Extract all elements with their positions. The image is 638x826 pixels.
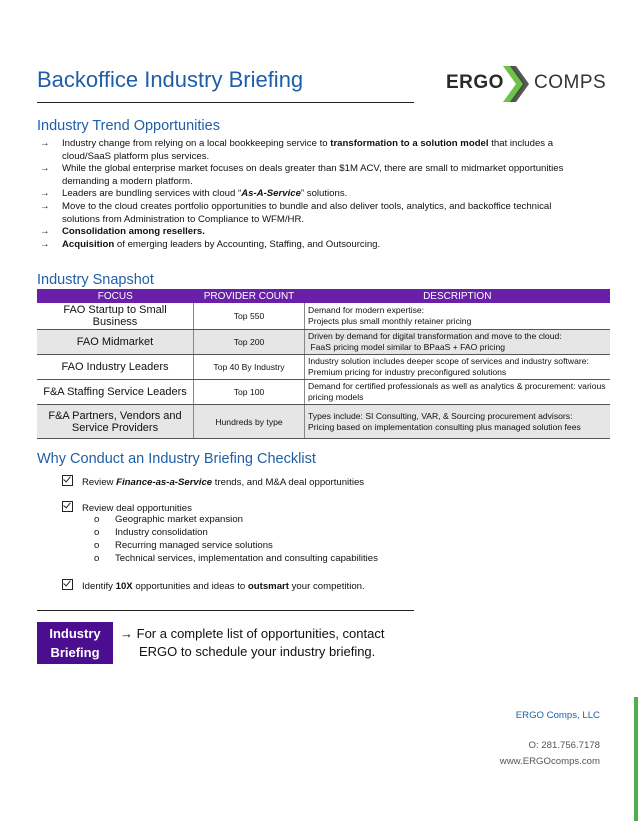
contact-call-to-action: → For a complete list of opportunities, contact ERGO to schedule your industry briefing.: [120, 626, 385, 659]
list-item: o Recurring managed service solutions: [94, 540, 273, 551]
table-header-row: [37, 289, 610, 303]
list-item: o Geographic market expansion: [94, 514, 243, 525]
arrow-icon: →: [40, 226, 50, 238]
arrow-icon: →: [40, 238, 50, 250]
trend-list: [40, 138, 580, 251]
snapshot-table: [37, 289, 610, 439]
footer-company: ERGO Comps, LLC: [515, 710, 600, 721]
checkbox-checked-icon: [62, 501, 73, 512]
list-item: → Move to the cloud creates portfolio opportunities to bundle and also deliver tools, analytics, and backoffice technical solutions from Administration to Compliance to WFM/HR.: [40, 200, 552, 225]
list-item: o Technical services, implementation and consulting capabilities: [94, 553, 378, 564]
checklist-item: Identify 10X opportunities and ideas to outsmart your competition.: [62, 579, 582, 592]
checkbox-checked-icon: [62, 579, 73, 590]
list-item: → Acquisition of emerging leaders by Accounting, Staffing, and Outsourcing.: [40, 238, 381, 250]
list-item: → Leaders are bundling services with cloud “As-A-Service” solutions.: [40, 188, 348, 200]
arrow-icon: →: [40, 138, 50, 149]
accent-bar: [634, 697, 638, 821]
chevron-logo-icon: [501, 64, 531, 104]
title-divider: [37, 102, 414, 103]
footer-website-link[interactable]: www.ERGOcomps.com: [499, 756, 600, 767]
arrow-icon: →: [120, 626, 133, 641]
table-row: F&A Partners, Vendors and Service Providers Hundreds by type Types include: SI Consulting, VAR, & Sourcing procurement advisors: Pricing based on implementation consulting plus managed solution fees: [37, 405, 610, 439]
table-row: FAO Industry Leaders Top 40 By Industry Industry solution includes deeper scope of services and industry software: Premium pricing for industry preconfigured solutions: [37, 355, 610, 380]
arrow-icon: →: [40, 200, 50, 212]
trends-heading: Industry Trend Opportunities: [37, 118, 220, 134]
column-header-focus: FOCUS: [37, 289, 194, 303]
column-header-provider-count: PROVIDER COUNT: [194, 289, 305, 303]
snapshot-heading: Industry Snapshot: [37, 272, 154, 288]
footer-phone: O: 281.756.7178: [528, 740, 600, 751]
page-title: Backoffice Industry Briefing: [37, 67, 304, 92]
list-item: → Consolidation among resellers.: [40, 226, 205, 238]
arrow-icon: →: [40, 163, 50, 175]
table-row: F&A Staffing Service Leaders Top 100 Demand for certified professionals as well as analytics & procurement: various pricing models: [37, 380, 610, 405]
list-item: o Industry consolidation: [94, 527, 208, 538]
column-header-description: DESCRIPTION: [305, 289, 611, 303]
list-item: → Industry change from relying on a local bookkeeping service to transformation to a solution model that includes a cloud/SaaS platform plus services.: [40, 138, 554, 162]
arrow-icon: →: [40, 188, 50, 200]
checklist-item: Review deal opportunities: [62, 501, 582, 514]
cta-divider: [37, 610, 414, 611]
table-row: FAO Midmarket Top 200 Driven by demand for digital transformation and move to the cloud: FaaS pricing model similar to BPaaS + FAO pricing: [37, 330, 610, 355]
checklist-heading: Why Conduct an Industry Briefing Checklist: [37, 451, 316, 467]
checkbox-checked-icon: [62, 475, 73, 486]
checklist-item: Review Finance-as-a-Service trends, and M&A deal opportunities: [62, 475, 582, 488]
list-item: → While the global enterprise market focuses on deals greater than $1M ACV, there are small to midmarket opportunities demanding a modern platform.: [40, 163, 564, 187]
logo-ergo-text: ERGO: [446, 72, 504, 93]
table-row: FAO Startup to Small Business Top 550 Demand for modern expertise: Projects plus small monthly retainer pricing: [37, 303, 610, 330]
ergo-comps-logo: [446, 64, 611, 104]
industry-briefing-badge: Industry Briefing: [37, 622, 113, 664]
logo-comps-text: COMPS: [534, 72, 607, 93]
